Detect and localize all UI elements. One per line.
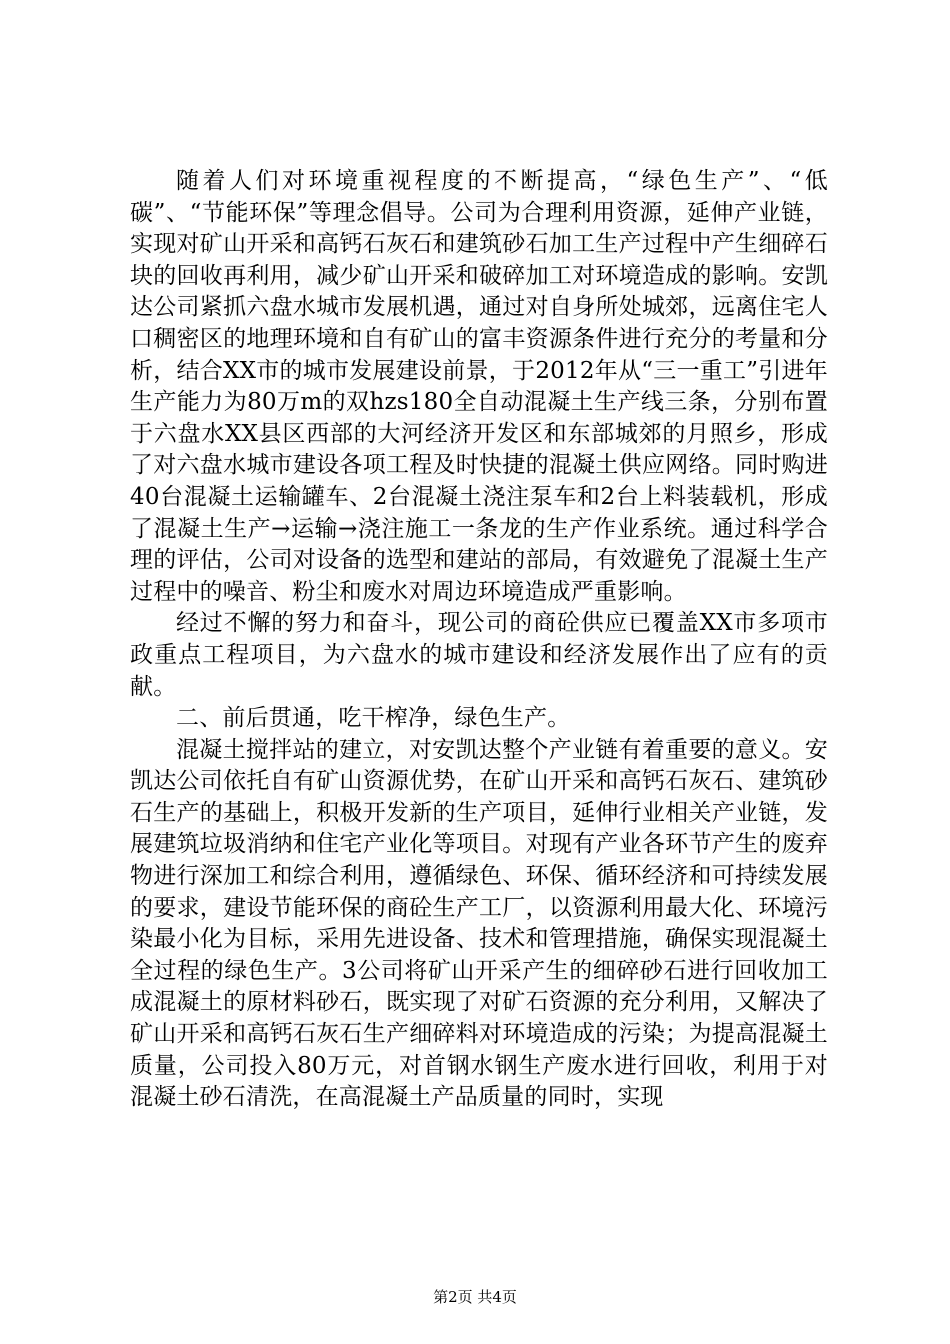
section-heading-2: 二、前后贯通，吃干榨净，绿色生产。: [176, 705, 571, 732]
paragraph-green-production-intro: 随着人们对环境重视程度的不断提高，“绿色生产”、“低碳”、“节能环保”等理念倡导。公司为合理利用资源，延伸产业链，实现对矿山开采和高钙石灰石和建筑砂石加工生产过程中产生细碎石块的回收再利用，减少矿山开采和破碎加工对环境造成的影响。安凯达公司紧抓六盘水城市发展机遇，通过对自身所处城郊，远离住宅人口稠密区的地理环境和自有矿山的富丰资源条件进行充分的考量和分析，结合XX市的城市发展建设前景，于2012年从“三一重工”引进年生产能力为80万m的双hzs180全自动混凝土生产线三条，分别布置于六盘水XX县区西部的大河经济开发区和东部城郊的月照乡，形成了对六盘水城市建设各项工程及时快捷的混凝土供应网络。同时购进40台混凝土运输罐车、2台混凝土浇注泵车和2台上料装载机，形成了混凝土生产→运输→浇注施工一条龙的生产作业系统。通过科学合理的评估，公司对设备的选型和建站的部局，有效避免了混凝土生产过程中的噪音、粉尘和废水对周边环境造成严重影响。: [130, 168, 828, 605]
document-body: [130, 166, 828, 1114]
paragraph-concrete-supply-coverage: 经过不懈的努力和奋斗，现公司的商砼供应已覆盖XX市多项市政重点工程项目，为六盘水的城市建设和经济发展作出了应有的贡献。: [130, 610, 828, 700]
paragraph-mixing-station-significance: 混凝土搅拌站的建立，对安凯达整个产业链有着重要的意义。安凯达公司依托自有矿山资源优势，在矿山开采和高钙石灰石、建筑砂石生产的基础上，积极开发新的生产项目，延伸行业相关产业链，发展建筑垃圾消纳和住宅产业化等项目。对现有产业各环节产生的废弃物进行深加工和综合利用，遵循绿色、环保、循环经济和可持续发展的要求，建设节能环保的商砼生产工厂，以资源利用最大化、环境污染最小化为目标，采用先进设备、技术和管理措施，确保实现混凝土全过程的绿色生产。3公司将矿山开采产生的细碎砂石进行回收加工成混凝土的原材料砂石，既实现了对矿石资源的充分利用，又解决了矿山开采和高钙石灰石生产细碎料对环境造成的污染；为提高混凝土质量，公司投入80万元，对首钢水钢生产废水进行回收，利用于对混凝土砂石清洗，在高混凝土产品质量的同时，实现: [130, 736, 828, 1111]
page-number-footer: 第2页 共4页: [433, 1288, 517, 1306]
